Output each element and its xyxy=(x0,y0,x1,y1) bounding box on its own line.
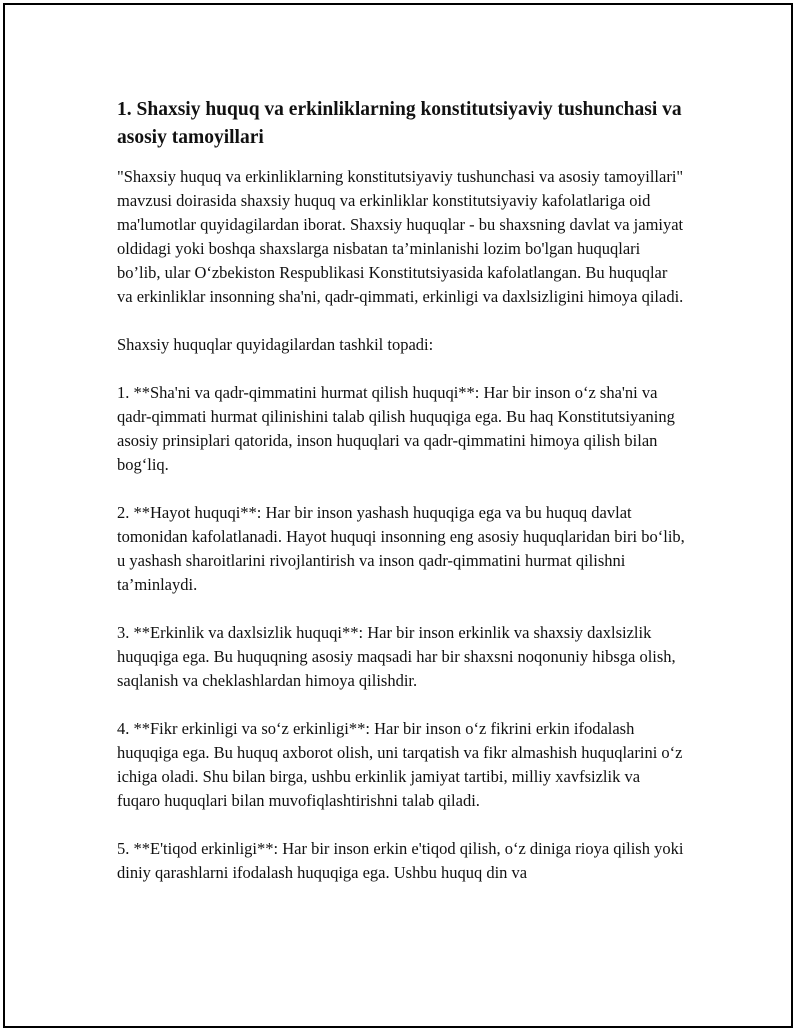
list-intro-paragraph: Shaxsiy huquqlar quyidagilardan tashkil topadi: xyxy=(117,335,434,354)
intro-paragraph: "Shaxsiy huquq va erkinliklarning konstitutsiyaviy tushunchasi va asosiy tamoyillari" mavzusi doirasida shaxsiy huquq va erkinliklar konstitutsiyaviy kafolatlariga oid ma'lumotlar quyidagilardan iborat. Shaxsiy huquqlar - bu shaxsning davlat va jamiyat oldidagi yoki boshqa shaxslarga nisbatan ta’minlanishi lozim bo'lgan huquqlari bo’lib, ular O‘zbekiston Respublikasi Konstitutsiyasida kafolatlangan. Bu huquqlar va erkinliklar insonning sha'ni, qadr-qimmati, erkinligi va daxlsizligini himoya qiladi. xyxy=(117,167,684,306)
section-title: 1. Shaxsiy huquq va erkinliklarning konstitutsiyaviy tushunchasi va asosiy tamoyillari xyxy=(117,99,682,148)
list-item-dignity: 1. **Sha'ni va qadr-qimmatini hurmat qilish huquqi**: Har bir inson o‘z sha'ni va qadr-qimmati hurmat qilinishini talab qilish huquqiga ega. Bu haq Konstitutsiyaning asosiy prinsiplari qatorida, inson huquqlari va qadr-qimmatini himoya qilish bilan bog‘liq. xyxy=(117,383,675,474)
list-item-belief: 5. **E'tiqod erkinligi**: Har bir inson erkin e'tiqod qilish, o‘z diniga rioya qilish yoki diniy qarashlarni ifodalash huquqiga ega. Ushbu huquq din va xyxy=(117,839,684,882)
document-body xyxy=(117,96,687,909)
list-item-speech: 4. **Fikr erkinligi va so‘z erkinligi**: Har bir inson o‘z fikrini erkin ifodalash huquqiga ega. Bu huquq axborot olish, uni tarqatish va fikr almashish huquqlarini o‘z ichiga oladi. Shu bilan birga, ushbu erkinlik jamiyat tartibi, milliy xavfsizlik va fuqaro huquqlari bilan muvofiqlashtirishni talab qiladi. xyxy=(117,719,683,810)
list-item-life: 2. **Hayot huquqi**: Har bir inson yashash huquqiga ega va bu huquq davlat tomonidan kafolatlanadi. Hayot huquqi insonning eng asosiy huquqlaridan biri bo‘lib, u yashash sharoitlarini rivojlantirish va inson qadr-qimmatini hurmat qilishni ta’minlaydi. xyxy=(117,503,685,594)
list-item-freedom: 3. **Erkinlik va daxlsizlik huquqi**: Har bir inson erkinlik va shaxsiy daxlsizlik huquqiga ega. Bu huquqning asosiy maqsadi har bir shaxsni noqonuniy hibsga olish, saqlanish va cheklashlardan himoya qilishdir. xyxy=(117,623,676,690)
